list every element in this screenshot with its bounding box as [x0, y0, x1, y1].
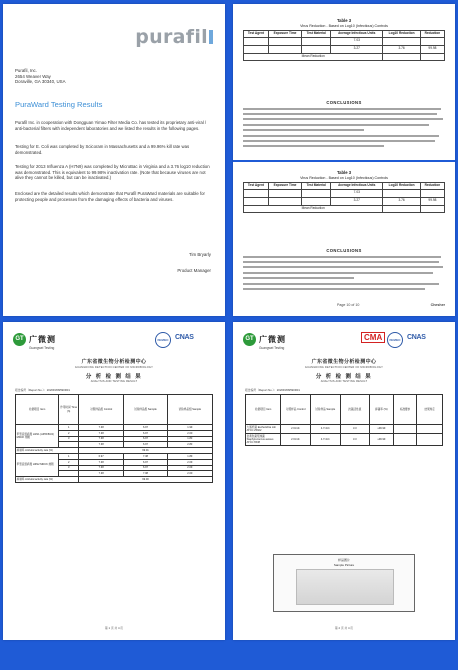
- table-header-row: [16, 395, 213, 425]
- table-cell: 2.09: [167, 459, 212, 465]
- table-row: [246, 434, 443, 446]
- lab-logo-icon: GT: [243, 333, 256, 346]
- header-cell: Test Material: [302, 183, 331, 190]
- report-heading: 分 析 检 测 结 果: [85, 374, 143, 380]
- table-cell: [383, 37, 420, 45]
- table-cell: [302, 37, 331, 45]
- table-cell: [383, 189, 420, 197]
- table-cell: [417, 425, 443, 434]
- table-cell: 6.97: [124, 436, 167, 442]
- table-header-row: [244, 31, 445, 38]
- report-heading: 分 析 检 测 结 果: [315, 374, 373, 380]
- table-cell: 3: [59, 436, 79, 442]
- table-cell: [393, 425, 417, 434]
- table-cell: 7.38: [79, 425, 124, 431]
- conclusions-heading: CONCLUSIONS: [326, 248, 362, 253]
- footer-right: Chesher: [430, 303, 445, 307]
- lab-logo-cn: 广微测: [259, 334, 286, 344]
- table-cell: [302, 189, 331, 197]
- header-cell: 试验样品组 Sample: [167, 395, 212, 425]
- header-cell: 作用时间 Time (h): [59, 395, 79, 425]
- certification-seal-icon: ISO/IEC: [155, 332, 171, 348]
- table-cell: 7.38: [79, 442, 124, 448]
- table-cell: 6.97: [124, 425, 167, 431]
- table-cell: 2.83: [167, 442, 212, 448]
- table-cell: 7.38: [124, 453, 167, 459]
- footer-cell: [383, 205, 420, 212]
- report-number: 报告编号（Report No.）：2020FM09590R01: [15, 388, 70, 392]
- lab-logo-cn: 广微测: [29, 334, 56, 344]
- table-cell: 2.6×10⁵: [281, 425, 311, 434]
- certification-seal-icon: ISO/IEC: [387, 332, 403, 348]
- table-cell: 3.27: [331, 45, 383, 53]
- row-label: 金黄色葡萄球菌 Staphylococcus aureus ATCC 6538: [246, 434, 281, 446]
- table-row: [246, 425, 443, 434]
- lab-logo-icon: GT: [13, 333, 26, 346]
- header-cell: 检测项目 Item: [246, 395, 281, 425]
- table-cell: 3: [59, 465, 79, 471]
- report-title: 广东省微生物分析检测中心: [81, 359, 147, 365]
- cnas-mark: CNAS: [175, 334, 194, 341]
- table-cell: 2.00: [167, 430, 212, 436]
- cma-mark: CMA: [361, 332, 385, 343]
- table-row: [244, 189, 445, 197]
- lab-logo-en: Guangwei Testing: [259, 346, 285, 350]
- signature-role: Product Manager: [177, 268, 211, 273]
- table-cell: [268, 189, 301, 197]
- conclusions-heading: CONCLUSIONS: [326, 100, 362, 105]
- conclusions-text-lines: [243, 256, 445, 293]
- table-cell: [420, 37, 444, 45]
- letter-paragraph: Enclosed are the detailed results which demonstrate that Purafil PuraWard materials are suitable for protecting people and processes from the damaging effects of bacteria and viruses.: [15, 191, 205, 202]
- lab-logo: [243, 332, 286, 350]
- row-label: 抑制率 Antiviral activity rate (%): [16, 477, 79, 483]
- table-caption: Table 3: [336, 18, 352, 23]
- table-cell: 7.03: [331, 189, 383, 197]
- table-cell: [302, 45, 331, 53]
- table-cell: [302, 197, 331, 205]
- table-cell: 7.38: [79, 436, 124, 442]
- letter-title: PuraWard Testing Results: [15, 100, 103, 109]
- header-cell: 对照样品组 Control: [79, 395, 124, 425]
- table-row: [244, 197, 445, 205]
- report-page-footer: 第 1 页 共 4 页: [104, 626, 124, 630]
- header-cell: Reduction: [420, 183, 444, 190]
- table-cell: 6.97: [79, 453, 124, 459]
- header-cell: 标准要求: [393, 395, 417, 425]
- table-cell: 3.3: [340, 434, 370, 446]
- table-cell: [393, 434, 417, 446]
- conclusions-text-lines: [243, 108, 445, 150]
- table-cell: 99.98: [420, 45, 444, 53]
- address-line: 2654 Weaver Way: [15, 73, 51, 79]
- table-cell: 6.97: [124, 442, 167, 448]
- table-cell: 7.38: [79, 471, 124, 477]
- table-cell: 3.76: [383, 197, 420, 205]
- header-cell: Log10 Reduction: [383, 183, 420, 190]
- table-header-row: [246, 395, 443, 425]
- row-label: 抑制率 Antiviral activity rate (%): [16, 448, 79, 454]
- row-label: 大肠杆菌 Escherichia coli ATCC 25922: [246, 425, 281, 434]
- table-cell: 1: [59, 453, 79, 459]
- reduction-table-2: [243, 182, 445, 213]
- table-cell: [244, 197, 269, 205]
- summary-page: [233, 4, 455, 316]
- sender-address: [15, 68, 66, 85]
- table-cell: 2: [59, 459, 79, 465]
- table-cell: ≥99.99: [370, 434, 394, 446]
- header-cell: 结果判定: [417, 395, 443, 425]
- sample-picture-box: [273, 554, 415, 612]
- purafil-logo: purafil: [135, 26, 213, 48]
- table-cell: 2.00: [167, 471, 212, 477]
- table-cell: 3.3: [340, 425, 370, 434]
- table-cell: [244, 45, 269, 53]
- table-cell: 7.03: [331, 37, 383, 45]
- footer-cell: [420, 205, 444, 212]
- row-label: 甲型流感病毒 H1N1 (A/PR/8/34) MDCK 细胞: [16, 425, 59, 448]
- antibacterial-results-table: [245, 394, 443, 446]
- table-row: [244, 45, 445, 53]
- header-cell: 试验样品组 Sample: [124, 395, 167, 425]
- table-cell: [420, 189, 444, 197]
- footer-label: Mean Reduction: [244, 53, 383, 60]
- sample-label-cn: 样品图片: [337, 558, 350, 562]
- header-cell: Exposure Time: [268, 183, 301, 190]
- footer-page-number: Page 10 of 10: [337, 303, 360, 307]
- signature-name: Tim Bryarly: [188, 252, 211, 257]
- table-cell: ≥99.99: [370, 425, 394, 434]
- header-cell: Test Agent: [244, 183, 269, 190]
- table-caption: Table 3: [336, 170, 352, 175]
- logo-accent-icon: [209, 30, 213, 44]
- address-line: Doraville, GA 30340, USA: [15, 79, 66, 85]
- report-heading-en: ANALYSIS AND TESTING RESULT: [320, 380, 368, 383]
- lab-logo-en: Guangwei Testing: [29, 346, 55, 350]
- table-cell: 7.38: [79, 459, 124, 465]
- table-cell: 6.97: [124, 459, 167, 465]
- table-cell: 99.98: [420, 197, 444, 205]
- row-label: 甲型流感病毒 H3N2 MDCK 细胞: [16, 453, 59, 476]
- table-cell: 1.83: [167, 436, 212, 442]
- header-cell: 对照样品 Control: [281, 395, 311, 425]
- report-subtitle: GUANGDONG DETECTION CENTER OF MICROBIOLOGY: [74, 366, 154, 369]
- table-cell: [268, 37, 301, 45]
- table-cell: 6.97: [124, 465, 167, 471]
- table-footer-row: [244, 53, 445, 60]
- footer-cell: [420, 53, 444, 60]
- table-cell: 3.27: [331, 197, 383, 205]
- sample-photo: [296, 569, 394, 605]
- table-cell: 7.38: [79, 430, 124, 436]
- antiviral-results-table: [15, 394, 213, 483]
- antibacterial-report-page: [233, 322, 455, 640]
- report-number: 报告编号（Report No.）：2020FM09590R01: [245, 388, 300, 392]
- header-cell: Reduction: [420, 31, 444, 38]
- header-cell: 检测项目 Item: [16, 395, 59, 425]
- letter-paragraph: Purafil Inc. in cooperation with Dongguan Yimao Filter Media Co. has tested its proprietary anti-viral / anti-bacterial filters with independent laboratories and we listed the results in the following pages.: [15, 120, 207, 131]
- table-cell: 4.7×10¹: [311, 425, 341, 434]
- antiviral-report-page: [3, 322, 225, 640]
- header-cell: 抗菌活性值: [340, 395, 370, 425]
- cnas-mark: CNAS: [407, 334, 426, 341]
- header-cell: Test Agent: [244, 31, 269, 38]
- header-cell: Average Infectious Units: [331, 183, 383, 190]
- footer-cell: [383, 53, 420, 60]
- report-heading-en: ANALYSIS AND TESTING RESULT: [90, 380, 138, 383]
- table-cell: 1.99: [167, 425, 212, 431]
- table-cell: [268, 45, 301, 53]
- table-subcaption: Virus Reduction - Based on Log10 (Infectious) Controls: [300, 176, 388, 180]
- letter-paragraph: Testing for E. Coli was completed by Scicoram in Massachusetts and a 99.96% kill rate was demonstrated.: [15, 144, 190, 155]
- footer-label: Mean Reduction: [244, 205, 383, 212]
- table-cell: [417, 434, 443, 446]
- table-cell: 2: [59, 430, 79, 436]
- table-footer-row: [244, 205, 445, 212]
- header-cell: 试验样品 Sample: [311, 395, 341, 425]
- header-cell: Exposure Time: [268, 31, 301, 38]
- table-cell: [268, 197, 301, 205]
- sample-label-en: Sample Picture: [333, 563, 355, 567]
- table-cell: 7.08: [124, 471, 167, 477]
- page-divider: [233, 160, 455, 162]
- letter-paragraph: Testing for 2013 Influenza A (H7N9) was completed by MicroBac in Virginia and a 3.76 log10 reduction was demonstrated. This is equivalent to 99.98% inactivation rate. (Note that because viruses are not alive they cannot be killed, but can be inactivated.): [15, 164, 210, 180]
- table-cell: 99.00: [79, 477, 213, 483]
- report-subtitle: GUANGDONG DETECTION CENTER OF MICROBIOLOGY: [304, 366, 384, 369]
- table-subcaption: Virus Reduction - Based on Log10 (Infectious) Controls: [300, 24, 388, 28]
- header-cell: Average Infectious Units: [331, 31, 383, 38]
- table-row: [244, 37, 445, 45]
- header-cell: Log10 Reduction: [383, 31, 420, 38]
- table-cell: 1: [59, 425, 79, 431]
- letter-page: [3, 4, 225, 316]
- table-cell: 4.7×10¹: [311, 434, 341, 446]
- table-cell: 7.38: [79, 465, 124, 471]
- table-cell: 2.6×10⁵: [281, 434, 311, 446]
- table-cell: 2.09: [167, 465, 212, 471]
- table-cell: [244, 37, 269, 45]
- reduction-table-1: [243, 30, 445, 61]
- report-page-footer: 第 2 页 共 4 页: [334, 626, 354, 630]
- table-cell: 99.01: [79, 448, 213, 454]
- header-cell: 抑菌率 (%): [370, 395, 394, 425]
- table-cell: [244, 189, 269, 197]
- table-cell: 6.97: [124, 430, 167, 436]
- address-line: Purafil, Inc.: [15, 68, 37, 73]
- table-row: [16, 477, 213, 483]
- table-cell: 3.76: [383, 45, 420, 53]
- lab-logo: [13, 332, 56, 350]
- table-header-row: [244, 183, 445, 190]
- report-title: 广东省微生物分析检测中心: [311, 359, 377, 365]
- header-cell: Test Material: [302, 31, 331, 38]
- table-cell: 1.89: [167, 453, 212, 459]
